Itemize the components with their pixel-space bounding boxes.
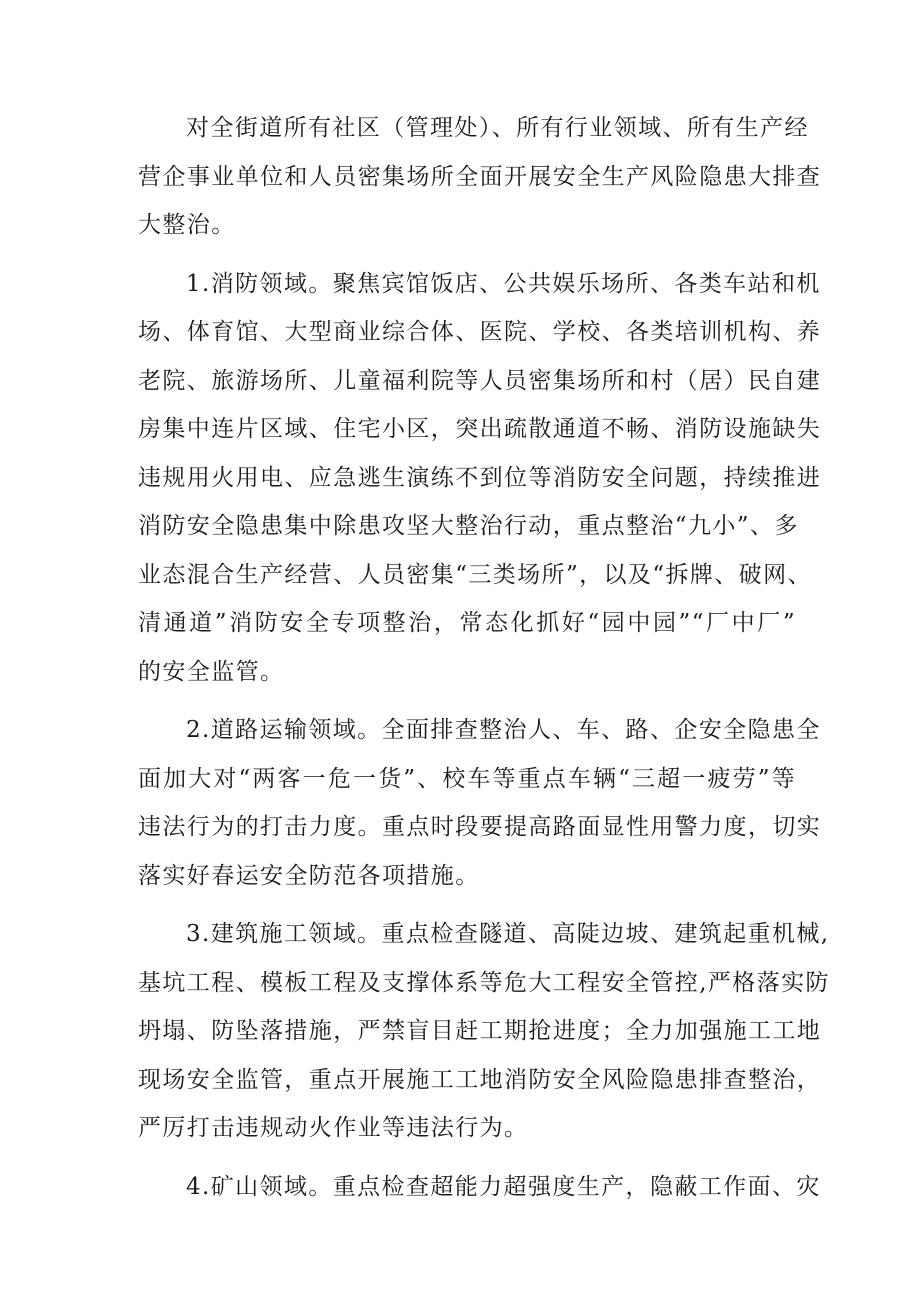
text-line: 基坑工程、模板工程及支撑体系等危大工程安全管控,严格落实防 xyxy=(138,969,830,996)
text-line: 大整治。 xyxy=(138,212,236,238)
text-line: 违规用火用电、应急逃生演练不到位等消防安全问题，持续推进 xyxy=(138,464,822,491)
text-line: 落实好春运安全防范各项措施。 xyxy=(138,862,480,889)
text-line: 面加大对“两客一危一货”、校车等重点车辆“三超一疲劳”等 xyxy=(138,765,796,792)
road-transport-paragraph xyxy=(138,706,822,900)
text-line: 坍塌、防坠落措施，严禁盲目赶工期抢进度；全力加强施工工地 xyxy=(138,1018,822,1044)
text-line: 消防安全隐患集中除患攻坚大整治行动，重点整治“九小”、多 xyxy=(138,513,799,539)
text-line: 的安全监管。 xyxy=(138,658,285,685)
text-line: 清通道”消防安全专项整治，常态化抓好“园中园”“厂中厂” xyxy=(138,610,796,636)
text-line: 老院、旅游场所、儿童福利院等人员密集场所和村（居）民自建 xyxy=(138,367,822,394)
text-line: 营企事业单位和人员密集场所全面开展安全生产风险隐患大排查 xyxy=(138,163,822,190)
text-line: 现场安全监管，重点开展施工工地消防安全风险隐患排查整治， xyxy=(138,1066,822,1093)
intro-paragraph xyxy=(138,104,822,250)
document-body xyxy=(138,104,830,1221)
text-line: 2.道路运输领域。全面排查整治人、车、路、企安全隐患全 xyxy=(186,717,821,743)
mining-paragraph xyxy=(138,1163,821,1212)
text-line: 1.消防领域。聚焦宾馆饭店、公共娱乐场所、各类车站和机 xyxy=(186,270,821,297)
fire-safety-paragraph xyxy=(138,260,822,697)
text-line: 严厉打击违规动火作业等违法行为。 xyxy=(138,1115,529,1141)
text-line: 业态混合生产经营、人员密集“三类场所”，以及“拆牌、破网、 xyxy=(138,561,812,588)
construction-paragraph xyxy=(138,910,830,1153)
text-line: 4.矿山领域。重点检查超能力超强度生产，隐蔽工作面、灾 xyxy=(186,1173,821,1200)
text-line: 场、体育馆、大型商业综合体、医院、学校、各类培训机构、养 xyxy=(138,319,822,345)
text-line: 3.建筑施工领域。重点检查隧道、高陡边坡、建筑起重机械, xyxy=(186,921,830,947)
text-line: 对全街道所有社区（管理处）、所有行业领域、所有生产经 xyxy=(186,115,809,141)
text-line: 违法行为的打击力度。重点时段要提高路面显性用警力度，切实 xyxy=(138,814,822,840)
text-line: 房集中连片区域、住宅小区，突出疏散通道不畅、消防设施缺失 xyxy=(138,416,822,442)
